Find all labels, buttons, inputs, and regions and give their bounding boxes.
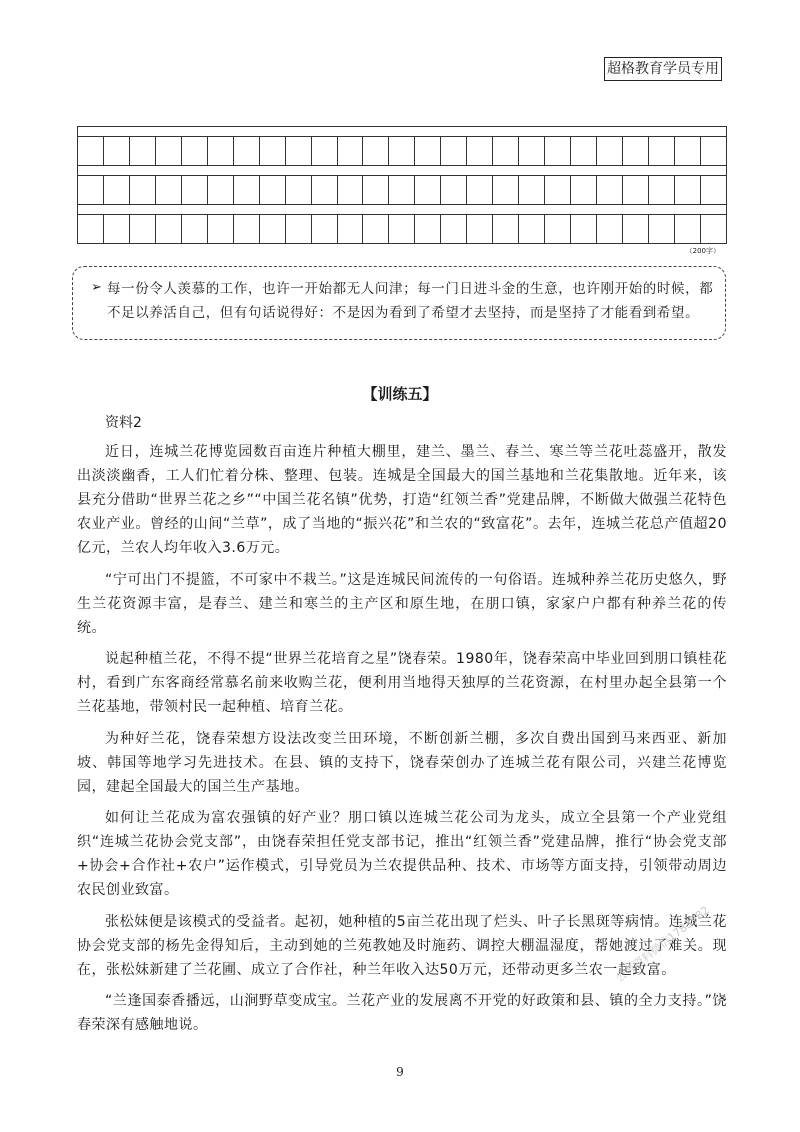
grid-cell	[104, 176, 130, 204]
grid-cell	[519, 176, 545, 204]
page-number: 9	[396, 1065, 404, 1079]
grid-cell	[130, 215, 156, 243]
grid-cell	[623, 176, 649, 204]
paragraph: “兰逢国泰香播远，山涧野草变成宝。兰花产业的发展离不开党的好政策和县、镇的全力支持。”饶春荣深有感触地说。	[77, 993, 727, 1033]
material-label: 资料2	[105, 415, 142, 431]
grid-cell	[156, 176, 182, 204]
grid-cell	[597, 176, 623, 204]
grid-cell	[415, 215, 441, 243]
grid-cell	[467, 137, 493, 165]
arrow-bullet-icon: ➢	[91, 280, 102, 295]
paragraph: 说起种植兰花，不得不提“世界兰花培育之星”饶春荣。1980年，饶春荣高中毕业回到朋口镇桂花村，看到广东客商经常慕名前来收购兰花，便利用当地得天独厚的兰花资源，在村里办起全县第一个兰花基地，带领村民一起种植、培育兰花。	[77, 651, 727, 715]
grid-cell	[389, 176, 415, 204]
grid-cell	[312, 215, 338, 243]
grid-cell	[389, 137, 415, 165]
grid-cell	[493, 137, 519, 165]
watermark: 公考资料微信1783982	[613, 903, 712, 985]
section-title: 【训练五】	[362, 385, 438, 403]
grid-cell	[182, 215, 208, 243]
grid-cell	[649, 215, 675, 243]
grid-cell	[234, 215, 260, 243]
grid-cell	[363, 176, 389, 204]
grid-cell	[545, 176, 571, 204]
grid-cell	[338, 176, 364, 204]
paragraph: “宁可出门不提篮，不可家中不栽兰。”这是连城民间流传的一句俗语。连城种养兰花历史悠久，野生兰花资源丰富，是春兰、建兰和寒兰的主产区和原生地，在朋口镇，家家户户都有种养兰花的传统。	[77, 571, 727, 636]
grid-cell	[208, 176, 234, 204]
grid-cell	[623, 137, 649, 165]
grid-cell	[675, 137, 701, 165]
motivational-quote-text: 每一份令人羡慕的工作，也许一开始都无人问津；每一门日进斗金的生意，也许刚开始的时候，都不足以养活自己，但有句话说得好：不是因为看到了希望才去坚持，而是坚持了才能看到希望。	[107, 281, 714, 321]
grid-cell	[649, 176, 675, 204]
paragraph: 如何让兰花成为富农强镇的好产业？朋口镇以连城兰花公司为龙头，成立全县第一个产业党组织“连城兰花协会党支部”，由饶春荣担任党支部书记，推出“红领兰香”党建品牌，推行“协会党支部+协会+合作社+农户”运作模式，引导党员为兰农提供品种、技术、市场等方面支持，引领带动周边农民创业致富。	[77, 810, 727, 898]
grid-cell	[260, 176, 286, 204]
grid-cell	[234, 137, 260, 165]
grid-cell	[571, 176, 597, 204]
grid-cell	[208, 137, 234, 165]
grid-cell	[312, 176, 338, 204]
paragraph: 张松妹便是该模式的受益者。起初，她种植的5亩兰花出现了烂头、叶子长黑斑等病情。连城兰花协会党支部的杨先金得知后，主动到她的兰苑教她及时施药、调控大棚温湿度，帮她渡过了难关。现在，张松妹新建了兰花圃、成立了合作社，种兰年收入达50万元，还带动更多兰农一起致富。	[77, 913, 727, 978]
grid-cell	[701, 137, 726, 165]
paragraph: 近日，连城兰花博览园数百亩连片种植大棚里，建兰、墨兰、春兰、寒兰等兰花吐蕊盛开，散发出淡淡幽香，工人们忙着分株、整理、包装。连城是全国最大的国兰基地和兰花集散地。近年来，该县充分借助“世界兰花之乡”“中国兰花名镇”优势，打造“红领兰香”党建品牌，不断做大做强兰花特色农业产业。曾经的山间“兰草”，成了当地的“振兴花”和兰农的“致富花”。去年，连城兰花总产值超20亿元，兰农人均年收入3.6万元。	[77, 444, 727, 556]
material-body	[77, 440, 727, 1045]
grid-cell	[130, 137, 156, 165]
grid-cell	[104, 215, 130, 243]
grid-row-spacer	[78, 127, 726, 137]
grid-row	[78, 137, 726, 166]
exclusive-use-badge: 超格教育学员专用	[604, 57, 722, 81]
grid-cell	[571, 137, 597, 165]
grid-cell	[260, 215, 286, 243]
grid-cell	[701, 215, 726, 243]
grid-cell	[363, 137, 389, 165]
grid-cell	[441, 137, 467, 165]
grid-cell	[338, 137, 364, 165]
paragraph: 为种好兰花，饶春荣想方设法改变兰田环境，不断创新兰棚，多次自费出国到马来西亚、新加坡、韩国等地学习先进技术。在县、镇的支持下，饶春荣创办了连城兰花有限公司，兴建兰花博览园，建起全国最大的国兰生产基地。	[77, 730, 727, 795]
word-count-note: （200字）	[685, 247, 720, 255]
grid-cell	[597, 215, 623, 243]
grid-cell	[389, 215, 415, 243]
grid-cell	[260, 137, 286, 165]
grid-cell	[467, 176, 493, 204]
grid-cell	[519, 215, 545, 243]
grid-cell	[545, 215, 571, 243]
grid-cell	[467, 215, 493, 243]
grid-row-spacer	[78, 205, 726, 215]
grid-cell	[441, 176, 467, 204]
grid-cell	[208, 215, 234, 243]
grid-cell	[286, 137, 312, 165]
grid-cell	[78, 215, 104, 243]
grid-cell	[286, 176, 312, 204]
grid-cell	[623, 215, 649, 243]
grid-cell	[415, 176, 441, 204]
grid-cell	[519, 137, 545, 165]
grid-cell	[675, 176, 701, 204]
grid-cell	[130, 176, 156, 204]
grid-cell	[234, 176, 260, 204]
grid-cell	[182, 176, 208, 204]
grid-cell	[493, 215, 519, 243]
grid-cell	[701, 176, 726, 204]
grid-row	[78, 215, 726, 244]
grid-row-spacer	[78, 166, 726, 176]
grid-cell	[597, 137, 623, 165]
grid-cell	[78, 137, 104, 165]
grid-cell	[545, 137, 571, 165]
grid-cell	[675, 215, 701, 243]
grid-cell	[156, 215, 182, 243]
grid-cell	[571, 215, 597, 243]
grid-cell	[363, 215, 389, 243]
grid-cell	[338, 215, 364, 243]
grid-cell	[649, 137, 675, 165]
grid-row	[78, 176, 726, 205]
grid-cell	[182, 137, 208, 165]
grid-cell	[493, 176, 519, 204]
grid-cell	[156, 137, 182, 165]
grid-cell	[286, 215, 312, 243]
grid-cell	[78, 176, 104, 204]
grid-cell	[312, 137, 338, 165]
grid-cell	[441, 215, 467, 243]
grid-cell	[104, 137, 130, 165]
motivational-quote-box	[72, 266, 726, 340]
essay-writing-grid	[77, 126, 727, 255]
grid-cell	[415, 137, 441, 165]
